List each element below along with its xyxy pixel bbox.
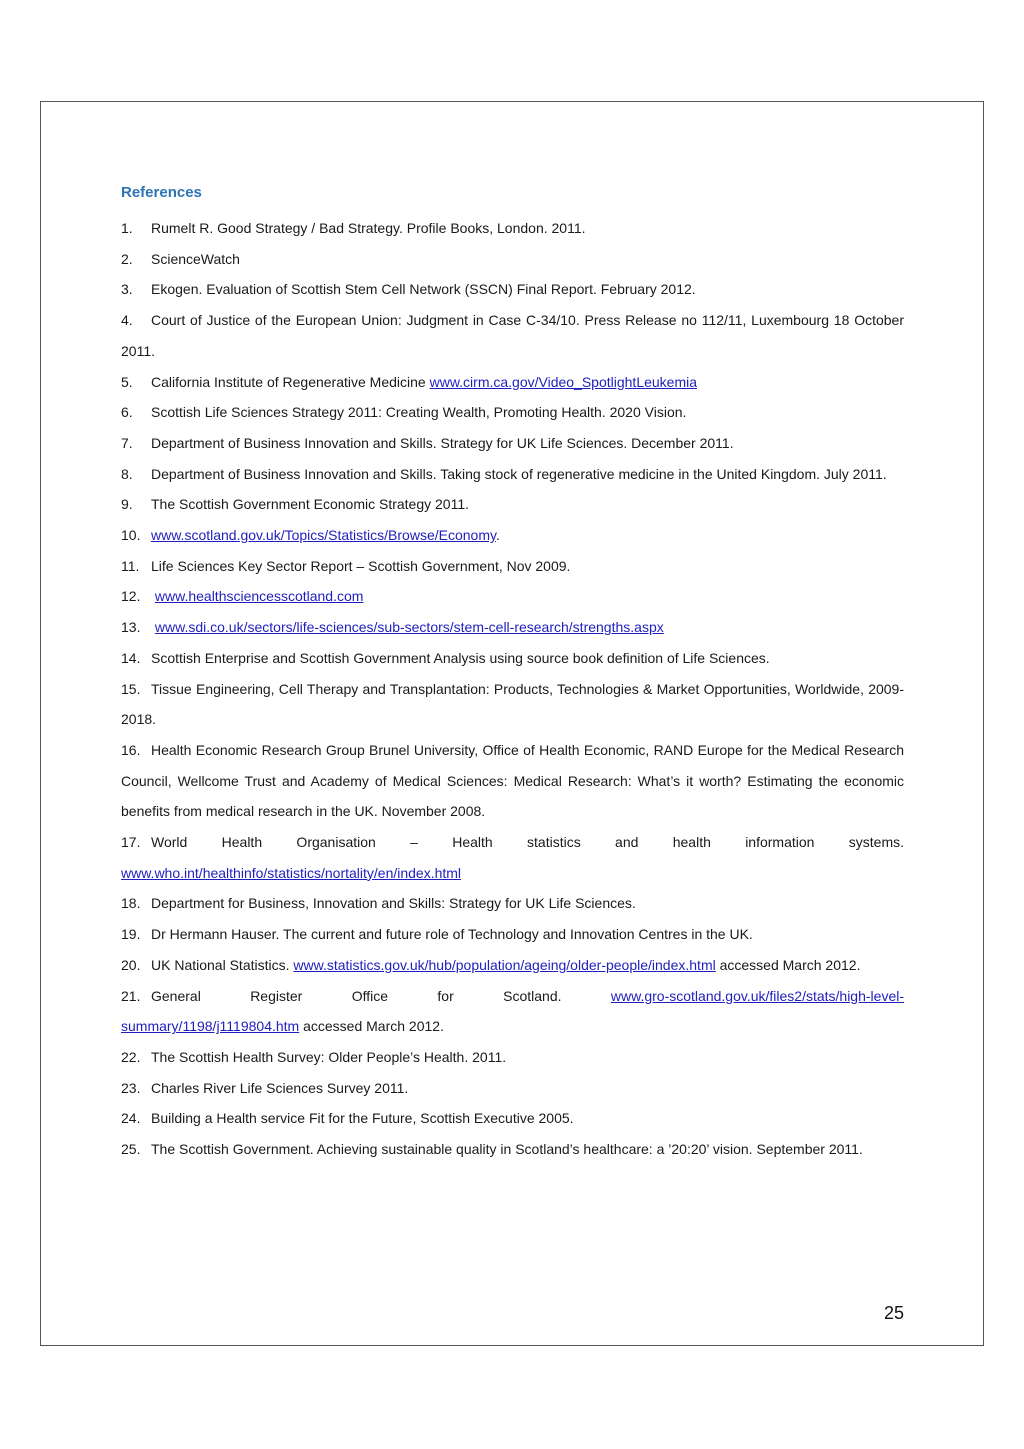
reference-link[interactable]: www.statistics.gov.uk/hub/population/ageing/older-people/index.html [293, 956, 716, 973]
reference-text: Ekogen. Evaluation of Scottish Stem Cell Network (SSCN) Final Report. February 2012. [151, 281, 696, 298]
reference-number: 6. [121, 404, 133, 421]
reference-item [121, 1042, 904, 1073]
reference-text: Building a Health service Fit for the Future, Scottish Executive 2005. [151, 1110, 574, 1127]
reference-item [121, 213, 904, 244]
reference-link[interactable]: summary/1198/j1119804.htm [121, 1018, 300, 1035]
reference-text: Health Economic Research Group Brunel University, Office of Health Economic, RAND Europe for the Medical Research Council, Wellcome Trust and Academy of Medical Sciences: Medical Research: What’s it worth? Estimating the economic benefits from medical research in the UK. November 2008. [121, 741, 904, 820]
reference-number: 2. [121, 250, 133, 267]
reference-text: Department of Business Innovation and Skills. Strategy for UK Life Sciences. December 2011. [151, 434, 734, 451]
reference-number: 16. [121, 741, 141, 758]
reference-item [121, 950, 904, 981]
reference-link[interactable]: www.cirm.ca.gov/Video_SpotlightLeukemia [429, 373, 698, 390]
reference-item-continuation [121, 858, 904, 889]
reference-text: Rumelt R. Good Strategy / Bad Strategy. Profile Books, London. 2011. [151, 220, 586, 236]
reference-item [121, 1073, 904, 1104]
reference-text: ScienceWatch [151, 250, 240, 267]
reference-item [121, 581, 904, 612]
reference-number: 15. [121, 680, 141, 697]
reference-item [121, 674, 904, 735]
reference-number: 22. [121, 1048, 141, 1065]
reference-number: 7. [121, 434, 133, 451]
reference-link[interactable]: www.gro-scotland.gov.uk/files2/stats/high-level- [610, 987, 904, 1004]
reference-item [121, 244, 904, 275]
reference-item-continuation [121, 1011, 904, 1042]
reference-link[interactable]: www.sdi.co.uk/sectors/life-sciences/sub-sectors/stem-cell-research/strengths.aspx [154, 619, 664, 636]
reference-text: Life Sciences Key Sector Report – Scottish Government, Nov 2009. [151, 557, 571, 574]
reference-text: accessed March 2012. [299, 1018, 444, 1035]
reference-item [121, 1134, 904, 1165]
references-heading: References [121, 184, 202, 201]
reference-number: 8. [121, 465, 133, 482]
reference-number: 23. [121, 1079, 141, 1096]
reference-item [121, 274, 904, 305]
reference-number: 5. [121, 373, 133, 390]
reference-number: 11. [121, 557, 140, 574]
reference-item [121, 367, 904, 398]
reference-link[interactable]: www.scotland.gov.uk/Topics/Statistics/Browse/Economy [151, 527, 496, 544]
reference-text: The Scottish Government. Achieving sustainable quality in Scotland’s healthcare: a ’20:20’ vision. September 2011. [151, 1141, 863, 1158]
reference-item [121, 489, 904, 520]
reference-item [121, 735, 904, 827]
reference-number: 4. [121, 312, 133, 329]
reference-text: Scottish Enterprise and Scottish Government Analysis using source book definition of Life Sciences. [151, 649, 770, 666]
reference-text: General Register Office for Scotland. [151, 987, 562, 1004]
reference-text: Dr Hermann Hauser. The current and future role of Technology and Innovation Centres in the UK. [151, 926, 753, 943]
reference-item [121, 520, 904, 551]
reference-text: Court of Justice of the European Union: Judgment in Case C-34/10. Press Release no 112/11, Luxembourg 18 October 2011. [121, 312, 904, 359]
reference-item [121, 397, 904, 428]
reference-number: 3. [121, 281, 133, 298]
reference-text: The Scottish Health Survey: Older People’s Health. 2011. [151, 1048, 507, 1065]
reference-number: 20. [121, 956, 141, 973]
reference-item [121, 827, 904, 858]
reference-text: . [495, 527, 500, 544]
reference-text: Scottish Life Sciences Strategy 2011: Creating Wealth, Promoting Health. 2020 Vision. [151, 404, 687, 421]
reference-text: Charles River Life Sciences Survey 2011. [151, 1079, 409, 1096]
reference-number: 25. [121, 1141, 141, 1158]
reference-number: 14. [121, 649, 141, 666]
reference-number: 21. [121, 987, 141, 1004]
reference-text: Tissue Engineering, Cell Therapy and Transplantation: Products, Technologies & Market Opportunities, Worldwide, 2009-2018. [121, 680, 904, 728]
reference-link[interactable]: www.healthsciencesscotland.com [154, 588, 364, 605]
reference-number: 18. [121, 895, 141, 912]
reference-number: 19. [121, 926, 141, 943]
reference-item [121, 888, 904, 919]
reference-text: World Health Organisation – Health statistics and health information systems. [151, 834, 904, 851]
reference-number: 9. [121, 496, 133, 513]
reference-number: 1. [121, 220, 133, 236]
reference-item [121, 981, 904, 1012]
reference-item [121, 1103, 904, 1134]
reference-number: 12. [121, 588, 141, 605]
reference-item [121, 428, 904, 459]
references-section [121, 180, 904, 1165]
reference-item [121, 305, 904, 366]
reference-text: California Institute of Regenerative Medicine [151, 373, 430, 390]
reference-text: Department for Business, Innovation and Skills: Strategy for UK Life Sciences. [151, 895, 636, 912]
reference-item [121, 919, 904, 950]
reference-number: 24. [121, 1110, 141, 1127]
reference-number: 10. [121, 527, 141, 544]
reference-number: 17. [121, 834, 141, 851]
reference-item [121, 612, 904, 643]
reference-link[interactable]: www.who.int/healthinfo/statistics/nortality/en/index.html [121, 864, 462, 881]
reference-text: UK National Statistics. [151, 956, 294, 973]
reference-text: The Scottish Government Economic Strategy 2011. [151, 496, 470, 513]
reference-item [121, 551, 904, 582]
reference-text: Department of Business Innovation and Skills. Taking stock of regenerative medicine in the United Kingdom. July 2011. [151, 465, 887, 482]
page-number: 25 [883, 1303, 904, 1323]
reference-text: accessed March 2012. [715, 956, 861, 973]
reference-number: 13. [121, 619, 141, 636]
reference-item [121, 643, 904, 674]
reference-item [121, 459, 904, 490]
